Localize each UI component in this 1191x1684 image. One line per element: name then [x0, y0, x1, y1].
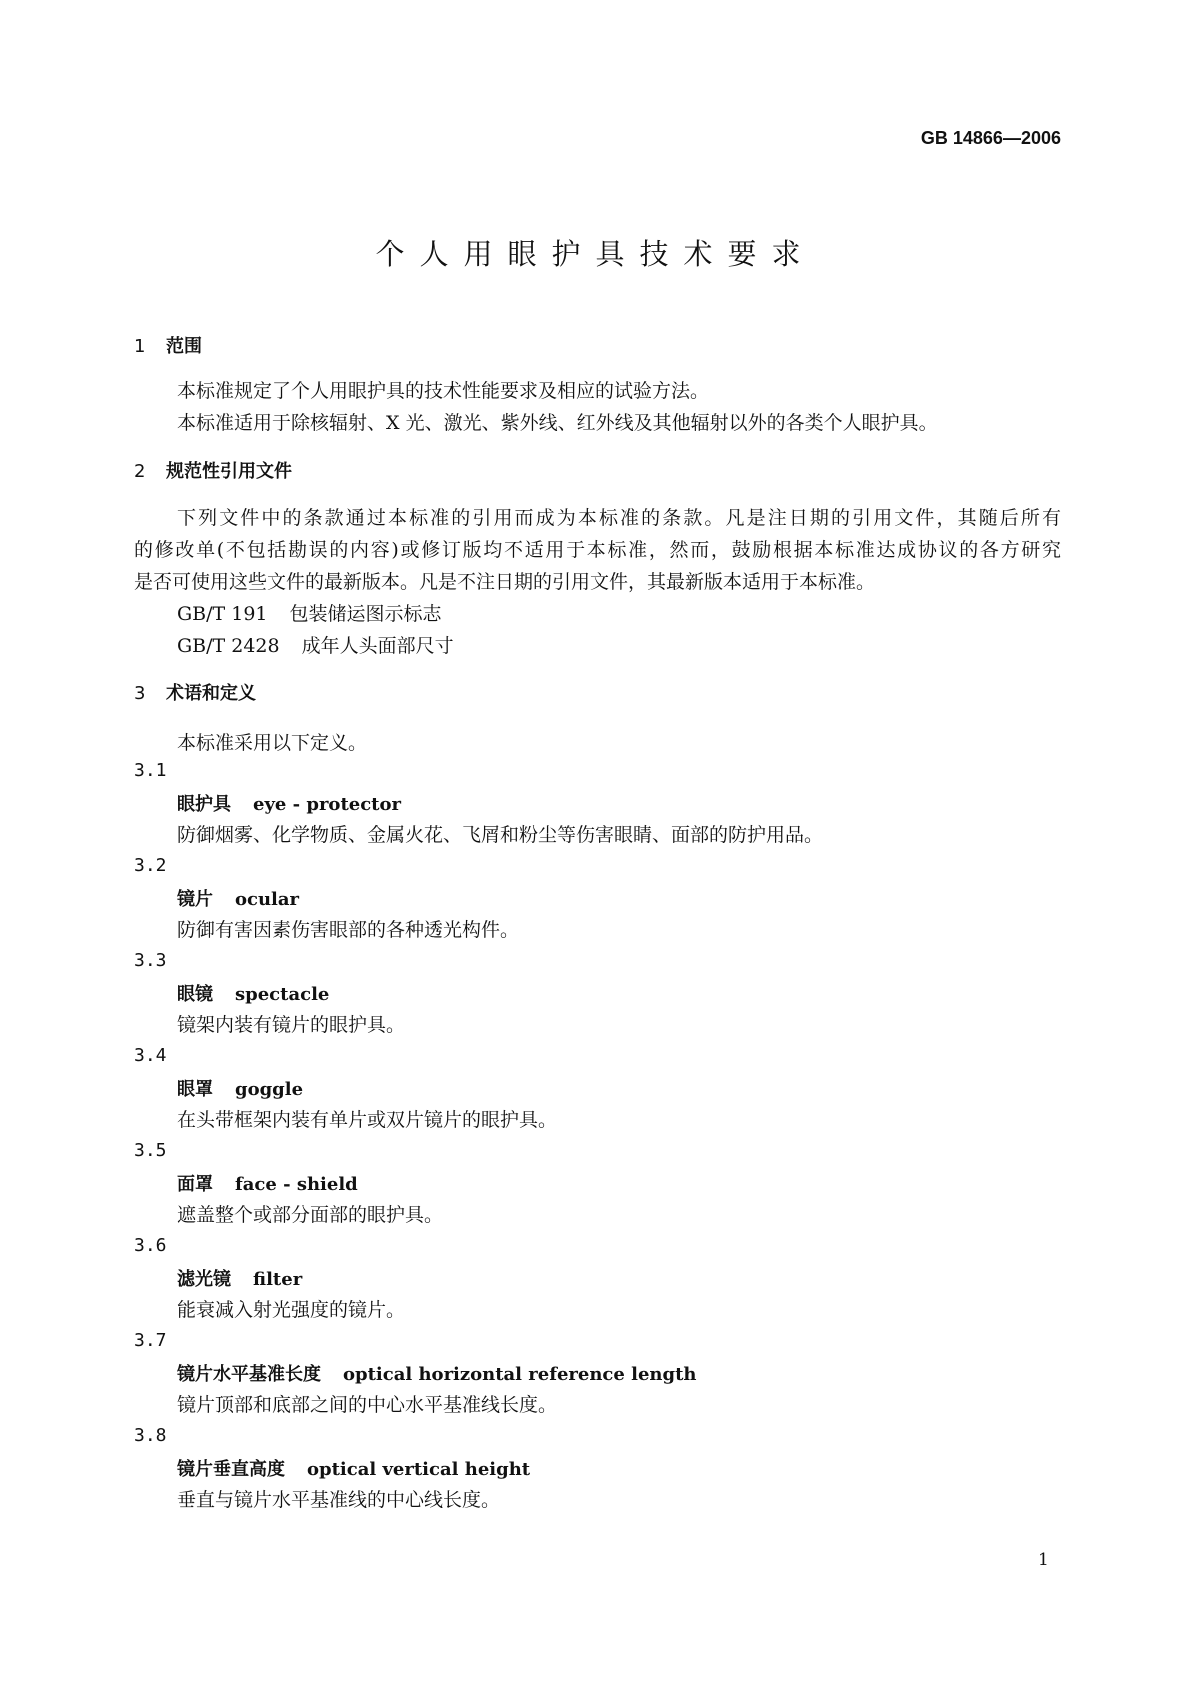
term-english: ocular: [235, 889, 300, 910]
section-number: 1: [134, 336, 146, 357]
term-chinese: 镜片水平基准长度: [177, 1364, 321, 1385]
term-definition: 遮盖整个或部分面部的眼护具。: [177, 1204, 444, 1226]
term-english: spectacle: [235, 984, 330, 1005]
section-number: 3: [134, 683, 146, 704]
page-number: 1: [1038, 1550, 1049, 1570]
term-number: 3.1: [134, 760, 167, 781]
paragraph-line: 下列文件中的条款通过本标准的引用而成为本标准的条款。凡是注日期的引用文件，其随后所有: [177, 507, 1061, 529]
reference-code: GB/T 2428: [177, 635, 280, 657]
section-number: 2: [134, 461, 146, 482]
term-definition: 垂直与镜片水平基准线的中心线长度。: [177, 1489, 501, 1511]
term-english: optical horizontal reference length: [343, 1364, 697, 1385]
term-definition: 在头带框架内装有单片或双片镜片的眼护具。: [177, 1109, 558, 1131]
term-chinese: 眼罩: [177, 1079, 213, 1100]
paragraph-line: 是否可使用这些文件的最新版本。凡是不注日期的引用文件，其最新版本适用于本标准。: [134, 571, 876, 593]
reference-item: [177, 599, 442, 626]
term-definition: 防御有害因素伤害眼部的各种透光构件。: [177, 919, 520, 941]
term-heading: [177, 980, 329, 1006]
paragraph: 本标准适用于除核辐射、X 光、激光、紫外线、红外线及其他辐射以外的各类个人眼护具。: [177, 412, 938, 434]
term-definition: 镜片顶部和底部之间的中心水平基准线长度。: [177, 1394, 558, 1416]
term-number: 3.3: [134, 950, 167, 971]
term-number: 3.7: [134, 1330, 167, 1351]
term-english: face - shield: [235, 1174, 358, 1195]
term-heading: [177, 790, 401, 816]
paragraph: 本标准规定了个人用眼护具的技术性能要求及相应的试验方法。: [177, 380, 710, 402]
section-heading-definitions: [134, 679, 256, 705]
term-definition: 防御烟雾、化学物质、金属火花、飞屑和粉尘等伤害眼睛、面部的防护用品。: [177, 824, 824, 846]
term-definition: 能衰减入射光强度的镜片。: [177, 1299, 406, 1321]
term-number: 3.8: [134, 1425, 167, 1446]
reference-name: 成年人头面部尺寸: [301, 635, 454, 657]
term-chinese: 镜片垂直高度: [177, 1459, 285, 1480]
term-number: 3.6: [134, 1235, 167, 1256]
term-heading: [177, 1075, 303, 1101]
paragraph: 本标准采用以下定义。: [177, 732, 368, 754]
term-heading: [177, 1360, 696, 1386]
term-english: goggle: [235, 1079, 304, 1100]
reference-code: GB/T 191: [177, 603, 268, 625]
section-heading-scope: [134, 332, 202, 358]
term-chinese: 面罩: [177, 1174, 213, 1195]
term-chinese: 眼镜: [177, 984, 213, 1005]
reference-name: 包装储运图示标志: [289, 603, 442, 625]
section-title: 规范性引用文件: [166, 461, 292, 482]
term-number: 3.4: [134, 1045, 167, 1066]
term-english: optical vertical height: [307, 1459, 531, 1480]
page-title: 个人用眼护具技术要求: [375, 237, 816, 271]
term-chinese: 眼护具: [177, 794, 231, 815]
term-chinese: 镜片: [177, 889, 213, 910]
term-english: filter: [253, 1269, 303, 1290]
term-heading: [177, 1170, 358, 1196]
term-definition: 镜架内装有镜片的眼护具。: [177, 1014, 406, 1036]
term-heading: [177, 1265, 302, 1291]
term-heading: [177, 885, 299, 911]
term-number: 3.2: [134, 855, 167, 876]
paragraph-line: 的修改单(不包括勘误的内容)或修订版均不适用于本标准，然而，鼓励根据本标准达成协议的各方研究: [134, 539, 1061, 561]
term-chinese: 滤光镜: [177, 1269, 231, 1290]
standard-code: GB 14866—2006: [920, 128, 1061, 148]
term-english: eye - protector: [253, 794, 401, 815]
term-heading: [177, 1455, 530, 1481]
section-title: 术语和定义: [166, 683, 256, 704]
reference-item: [177, 631, 454, 658]
term-number: 3.5: [134, 1140, 167, 1161]
section-heading-references: [134, 457, 292, 483]
section-title: 范围: [166, 336, 202, 357]
